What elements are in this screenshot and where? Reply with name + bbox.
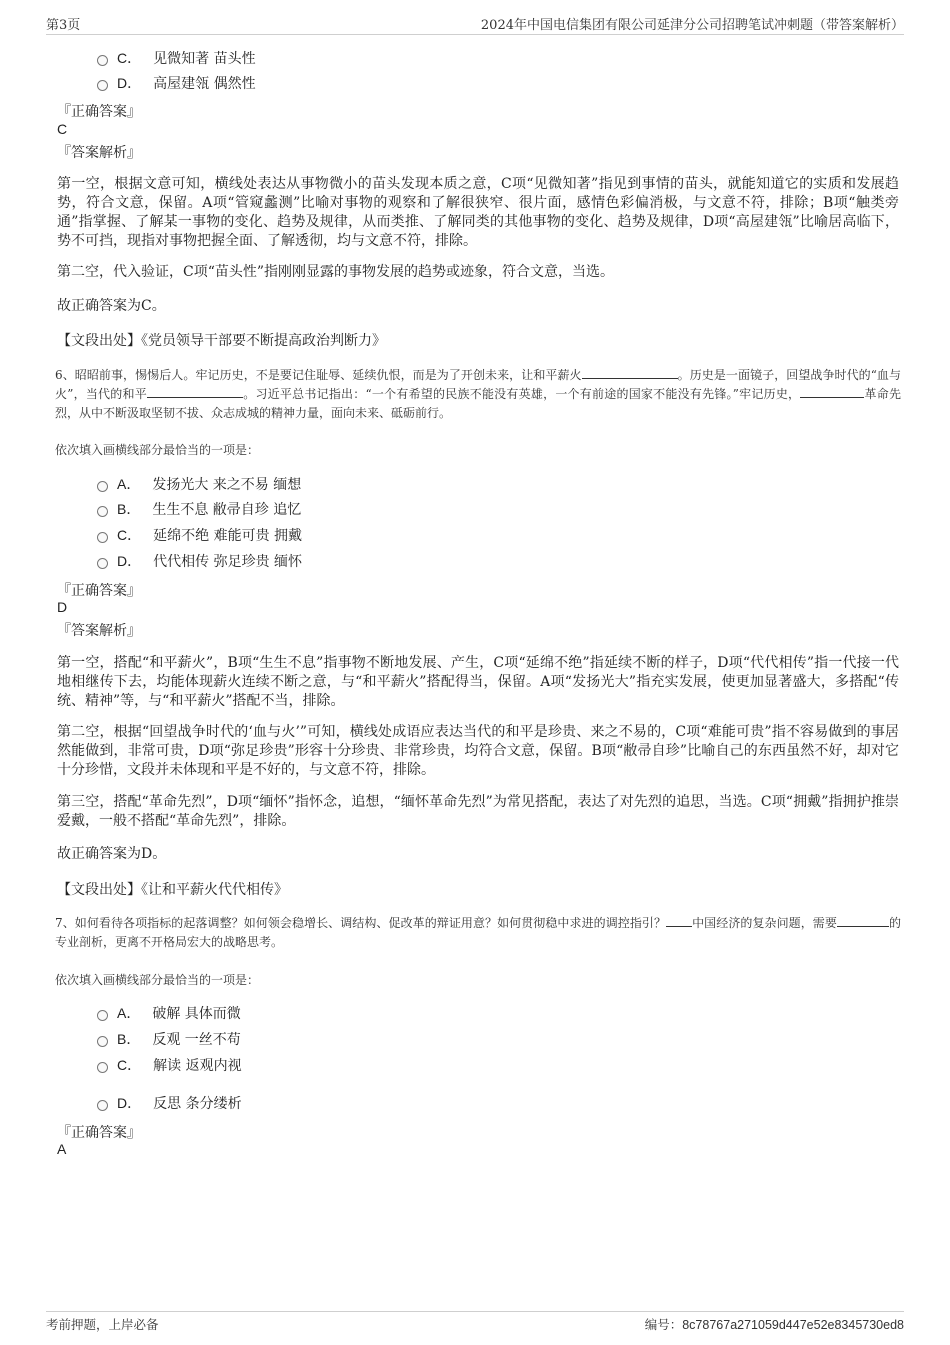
q5-conclusion: 故正确答案为C。 [57,298,166,314]
q6-analysis-paragraph: 第二空，根据“回望战争时代的‘血与火’”可知，横线处成语应表达当代的和平是珍贵、来之不易的，C项“难能可贵”指不容易做到的事居然能做到，非常可贵，D项“弥足珍贵”形容十分珍贵、非常珍贵，均符合文意，保留。B项“敝帚自珍”比喻自己的东西虽然不好，却对它十分珍惜，文段并未体现和平是不好的，与文意不符，排除。 [57,724,899,778]
radio-icon[interactable] [97,1010,108,1021]
q6-option-c[interactable]: C． 延绵不绝 难能可贵 拥戴 [97,525,302,545]
q6-answer: D [57,599,68,615]
q6-option-b[interactable]: B． 生生不息 敝帚自珍 追忆 [97,499,301,519]
footer-slogan: 考前押题，上岸必备 [46,1317,159,1332]
radio-icon[interactable] [97,55,108,66]
q7-option-d[interactable]: D． 反思 条分缕析 [97,1093,242,1113]
radio-icon[interactable] [97,1036,108,1047]
document-title: 2024年中国电信集团有限公司延津分公司招聘笔试冲刺题（带答案解析） [480,18,904,33]
q5-analysis-paragraph: 第一空，根据文意可知，横线处表达从事物微小的苗头发现本质之意，C项“见微知著”指见到事情的苗头，就能知道它的实质和发展趋势，符合文意，保留。A项“管窥蠡测”比喻对事物的观察和了解很狭窄、很片面，感情色彩偏消极，与文意不符，排除；B项“触类旁通”指掌握、了解某一事物的变化、趋势及规律，从而类推、了解同类的其他事物的变化、趋势及规律，D项“高屋建瓴”比喻居高临下，势不可挡，现指对事物把握全面、了解透彻，均与文意不符，排除。 [57,176,899,249]
radio-icon[interactable] [97,506,108,517]
q7-option-c[interactable]: C． 解读 返观内视 [97,1055,242,1075]
fill-blank [837,914,889,927]
q5-source: 【文段出处】《党员领导干部要不断提高政治判断力》 [57,333,386,349]
q6-analysis-paragraph: 第一空，搭配“和平薪火”，B项“生生不息”指事物不断地发展、产生，C项“延绵不绝”指延续不断的样子，D项“代代相传”指一代接一代地相继传下去，均能体现薪火连续不断之意，与“和平薪火”搭配得当，保留。A项“发扬光大”指充实发展，使更加显著盛大，多搭配“传统、精神”等，与“和平薪火”搭配不当，排除。 [57,655,899,709]
q7-answer-label: 『正确答案』 [57,1125,141,1141]
radio-icon[interactable] [97,1062,108,1073]
document-code: 编号：8c78767a271059d447e52e8345730ed8 [644,1317,904,1332]
radio-icon[interactable] [97,1100,108,1111]
q6-conclusion: 故正确答案为D。 [57,846,167,862]
q6-answer-label: 『正确答案』 [57,583,141,599]
radio-icon[interactable] [97,532,108,543]
q7-stem: 7、如何看待各项指标的起落调整？如何领会稳增长、调结构、促改革的辩证用意？如何贯彻稳中求进的调控指引？ 中国经济的复杂问题，需要 的专业剖析，更离不开格局宏大的战略思考。 [55,916,901,949]
q5-answer: C [57,121,68,137]
radio-icon[interactable] [97,558,108,569]
q6-option-d[interactable]: D． 代代相传 弥足珍贵 缅怀 [97,551,302,571]
page-footer [46,1311,904,1337]
q6-analysis-paragraph: 第三空，搭配“革命先烈”，D项“缅怀”指怀念，追想，“缅怀革命先烈”为常见搭配，表达了对先烈的追思，当选。C项“拥戴”指拥护推崇爱戴，一般不搭配“革命先烈”，排除。 [57,794,899,829]
q7-option-b[interactable]: B． 反观 一丝不苟 [97,1029,241,1049]
radio-icon[interactable] [97,80,108,91]
fill-blank [800,385,864,398]
q7-option-a[interactable]: A． 破解 具体而微 [97,1003,241,1023]
q5-option-d[interactable]: D． 高屋建瓴 偶然性 [97,73,256,93]
page-header [46,14,904,35]
fill-blank [582,366,678,379]
q6-source: 【文段出处】《让和平薪火代代相传》 [57,882,288,898]
q7-prompt: 依次填入画横线部分最恰当的一项是： [55,973,260,987]
fill-blank [666,914,692,927]
q5-analysis-label: 『答案解析』 [57,145,141,161]
q7-answer: A [57,1141,67,1157]
q5-analysis-paragraph: 第二空，代入验证，C项“苗头性”指刚刚显露的事物发展的趋势或迹象，符合文意，当选。 [57,264,615,280]
radio-icon[interactable] [97,481,108,492]
q5-option-c[interactable]: C． 见微知著 苗头性 [97,48,256,68]
fill-blank [147,385,243,398]
q6-stem: 6、昭昭前事，惕惕后人。牢记历史，不是要记住耻辱、延续仇恨，而是为了开创未来，让和平薪火 。历史是一面镜子，回望战争时代的“血与火”，当代的和平 。习近平总书记指出：“一个有希望的民族不能没有英雄，一个有前途的国家不能没有先锋。”牢记历史， 革命先烈，从中不断汲取坚韧不拔、众志成城的精神力量，面向未来、砥砺前行。 [55,368,902,420]
q6-option-a[interactable]: A． 发扬光大 来之不易 缅想 [97,474,301,494]
q5-answer-label: 『正确答案』 [57,104,141,120]
q6-prompt: 依次填入画横线部分最恰当的一项是： [55,443,260,457]
page-number: 第3页 [46,18,81,33]
q6-analysis-label: 『答案解析』 [57,623,141,639]
